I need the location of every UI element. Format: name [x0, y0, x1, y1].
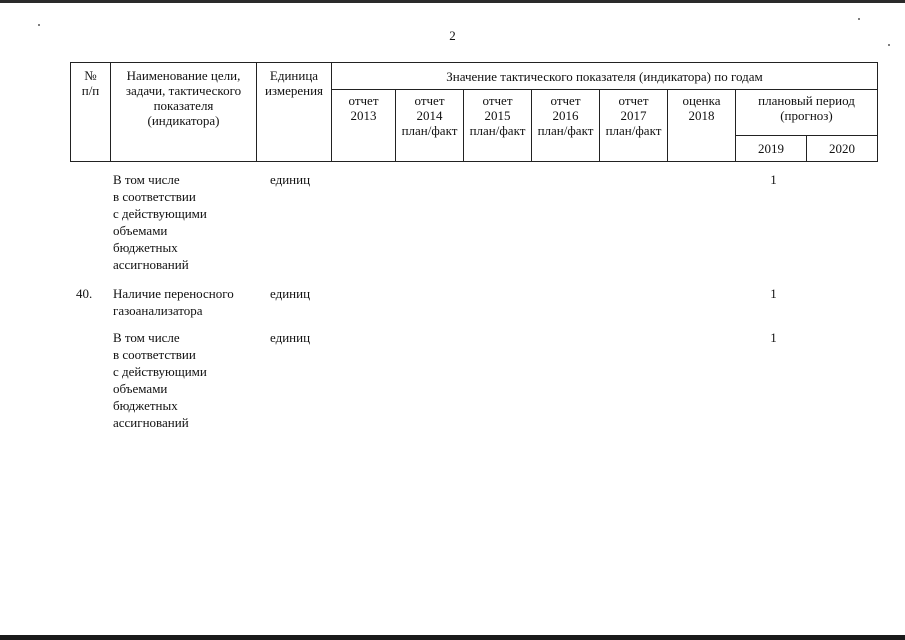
col-header-2020: 2020 [807, 136, 878, 162]
row-name-line: объемами [113, 223, 168, 238]
col-header-unit-line2: измерения [264, 83, 324, 98]
col-header-2016 [532, 90, 600, 162]
col-header-2017-sub: план/факт [605, 123, 662, 138]
row-name-line: бюджетных [113, 398, 178, 413]
row-number: 40. [76, 286, 93, 301]
col-header-2016-year: 2016 [552, 108, 579, 123]
col-header-2014-year: 2014 [416, 108, 443, 123]
scan-edge-top [0, 0, 905, 3]
col-header-2018-year: 2018 [688, 108, 715, 123]
col-header-name-line2: задачи, тактического [125, 83, 242, 98]
col-header-name [111, 63, 257, 162]
col-header-number [71, 63, 111, 162]
row-name-line: ассигнований [113, 415, 189, 430]
row-name-line: ассигнований [113, 257, 189, 272]
row-name-line: с действующими [113, 206, 207, 221]
scan-speck [888, 44, 890, 46]
scan-speck [858, 18, 860, 20]
row-name-line: в соответствии [113, 347, 196, 362]
row-name [113, 285, 263, 319]
row-name-line: с действующими [113, 364, 207, 379]
col-header-2015-label: отчет [482, 93, 513, 108]
col-header-2014-label: отчет [414, 93, 445, 108]
col-header-2013-year: 2013 [350, 108, 377, 123]
col-header-2016-sub: план/факт [537, 123, 594, 138]
row-name-line: В том числе [113, 172, 180, 187]
col-header-number-line2: п/п [81, 83, 100, 98]
col-header-2016-label: отчет [550, 93, 581, 108]
indicator-table-header [70, 62, 878, 162]
col-header-2014-sub: план/факт [401, 123, 458, 138]
col-header-2014 [396, 90, 464, 162]
col-header-2017-year: 2017 [620, 108, 647, 123]
row-value-2019: 1 [770, 286, 777, 301]
row-name-line: бюджетных [113, 240, 178, 255]
col-header-2015-year: 2015 [484, 108, 511, 123]
col-header-2019: 2019 [736, 136, 807, 162]
col-header-2018-label: оценка [682, 93, 721, 108]
col-header-name-line1: Наименование цели, [126, 68, 241, 83]
col-header-plan-line1: плановый период [758, 93, 855, 108]
col-header-group: Значение тактического показателя (индикатора) по годам [332, 63, 878, 90]
row-name-line: объемами [113, 381, 168, 396]
scan-speck [38, 24, 40, 26]
scan-edge-bottom [0, 635, 905, 640]
col-header-name-line3: показателя [153, 98, 214, 113]
col-header-plan-line2: (прогноз) [780, 108, 833, 123]
col-header-2017-label: отчет [618, 93, 649, 108]
col-header-unit [257, 63, 332, 162]
row-unit: единиц [270, 286, 311, 301]
col-header-plan-period [736, 90, 878, 136]
row-name [113, 171, 263, 273]
row-unit: единиц [270, 172, 311, 187]
row-value-2019: 1 [770, 172, 777, 187]
row-name-line: в соответствии [113, 189, 196, 204]
row-value-2019: 1 [770, 330, 777, 345]
row-name [113, 329, 263, 431]
row-name-line: В том числе [113, 330, 180, 345]
col-header-2013-label: отчет [348, 93, 379, 108]
col-header-unit-line1: Единица [269, 68, 319, 83]
col-header-2013 [332, 90, 396, 162]
col-header-2015 [464, 90, 532, 162]
col-header-2015-sub: план/факт [469, 123, 526, 138]
row-name-line: Наличие переносного [113, 286, 234, 301]
col-header-name-line4: (индикатора) [147, 113, 220, 128]
page-number: 2 [449, 28, 456, 43]
row-unit: единиц [270, 330, 311, 345]
col-header-number-line1: № [84, 68, 97, 83]
col-header-2018 [668, 90, 736, 162]
col-header-2017 [600, 90, 668, 162]
row-name-line: газоанализатора [113, 303, 203, 318]
